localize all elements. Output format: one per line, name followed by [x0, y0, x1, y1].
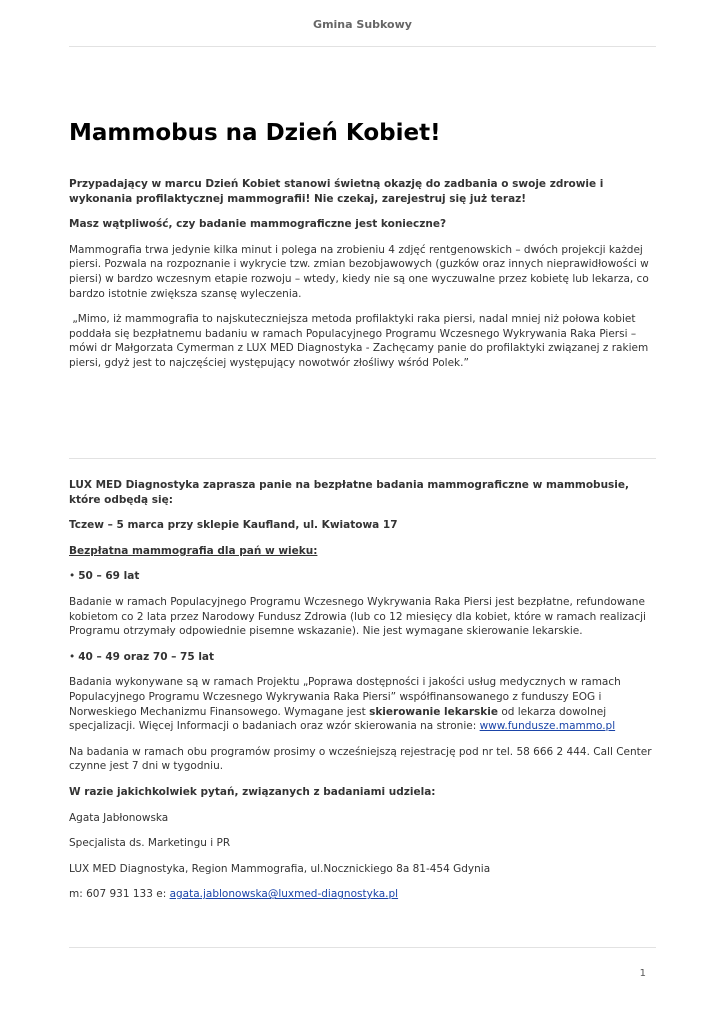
fundusze-link[interactable]: www.fundusze.mammo.pl — [479, 720, 616, 733]
site-header: Gmina Subkowy — [313, 18, 412, 31]
paragraph-mammography: Mammografia trwa jedynie kilka minut i polega na zrobieniu 4 zdjęć rentgenowskich – dwóch projekcji każdej piersi. Pozwala na rozpoznanie i wykrycie tzw. zmian bezobjawowych (guzków oraz innych nieprawidłowości w piersi) w bardzo wczesnym etapie rozwoju – wtedy, kiedy nie są one wyczuwalne przez kobietę lub lekarza, co bardzo istotnie zwiększa szansę wyleczenia. — [69, 243, 649, 300]
referral-required: skierowanie lekarskie — [369, 705, 498, 718]
age-group-1: • 50 – 69 lat — [69, 569, 659, 584]
section-divider — [69, 458, 656, 459]
location-text: Tczew – 5 marca przy sklepie Kaufland, ul. Kwiatowa 17 — [69, 519, 398, 532]
contact-phone: m: 607 931 133 e: — [69, 888, 170, 901]
contact-role: Specjalista ds. Marketingu i PR — [69, 837, 231, 850]
free-mammography-heading: Bezpłatna mammografia dla pań w wieku: — [69, 544, 318, 557]
header-divider — [69, 46, 656, 47]
registration-text: Na badania w ramach obu programów prosimy o wcześniejszą rejestrację pod nr tel. 58 666 2 444. Call Center czynne jest 7 dni w tygodniu. — [69, 745, 652, 773]
article-intro — [69, 177, 659, 382]
age-group-2-text-a: Badania wykonywane są w ramach Projektu „Poprawa dostępności i jakości usług medycznych w ramach Populacyjnego Programu Wczesnego Wykrywania Raka Piersi” współfinansowanego z funduszy EOG i Norweskiego Mechanizmu Finansowego. Wymagane jest — [69, 676, 621, 718]
age-group-2-text-b: od lekarza dowolnej specjalizacji. Więcej Informacji o badaniach oraz wzór skierowania na stronie: — [69, 705, 607, 733]
age-group-2-text — [69, 675, 659, 733]
page-number: 1 — [639, 968, 646, 979]
footer-divider — [69, 947, 656, 948]
age-group-2: • 40 – 49 oraz 70 – 75 lat — [69, 650, 659, 665]
article-title: Mammobus na Dzień Kobiet! — [69, 120, 441, 146]
contact-details — [69, 887, 659, 902]
question-heading: Masz wątpliwość, czy badanie mammograficzne jest konieczne? — [69, 218, 447, 231]
quote-paragraph: „Mimo, iż mammografia to najskuteczniejsza metoda profilaktyki raka piersi, nadal mniej niż połowa kobiet poddała się bezpłatnemu badaniu w ramach Populacyjnego Programu Wczesnego Wykrywania Raka Piersi – mówi dr Małgorzata Cymerman z LUX MED Diagnostyka - Zachęcamy panie do profilaktyki związanej z rakiem piersi, gdyż jest to najczęściej występujący nowotwór złośliwy wśród Polek.” — [69, 313, 652, 369]
age-group-1-text: Badanie w ramach Populacyjnego Programu Wczesnego Wykrywania Raka Piersi jest bezpłatne, refundowane kobietom co 2 lata przez Narodowy Fundusz Zdrowia (lub co 12 miesięcy dla kobiet, które w ramach realizacji Programu otrzymały odpowiednie pisemne wskazanie). Nie jest wymagane skierowanie lekarskie. — [69, 595, 646, 638]
contact-heading: W razie jakichkolwiek pytań, związanych z badaniami udziela: — [69, 785, 436, 798]
invite-text: LUX MED Diagnostyka zaprasza panie na bezpłatne badania mammograficzne w mammobusie, które odbędą się: — [69, 479, 630, 506]
article-details — [69, 478, 659, 913]
contact-organization: LUX MED Diagnostyka, Region Mammografia, ul.Nocznickiego 8a 81-454 Gdynia — [69, 862, 491, 875]
lead-text: Przypadający w marcu Dzień Kobiet stanowi świetną okazję do zadbania o swoje zdrowie i wykonania profilaktycznej mammografii! Nie czekaj, zarejestruj się już teraz! — [69, 178, 604, 205]
contact-name: Agata Jabłonowska — [69, 811, 169, 824]
contact-email-link[interactable]: agata.jablonowska@luxmed-diagnostyka.pl — [169, 888, 399, 901]
